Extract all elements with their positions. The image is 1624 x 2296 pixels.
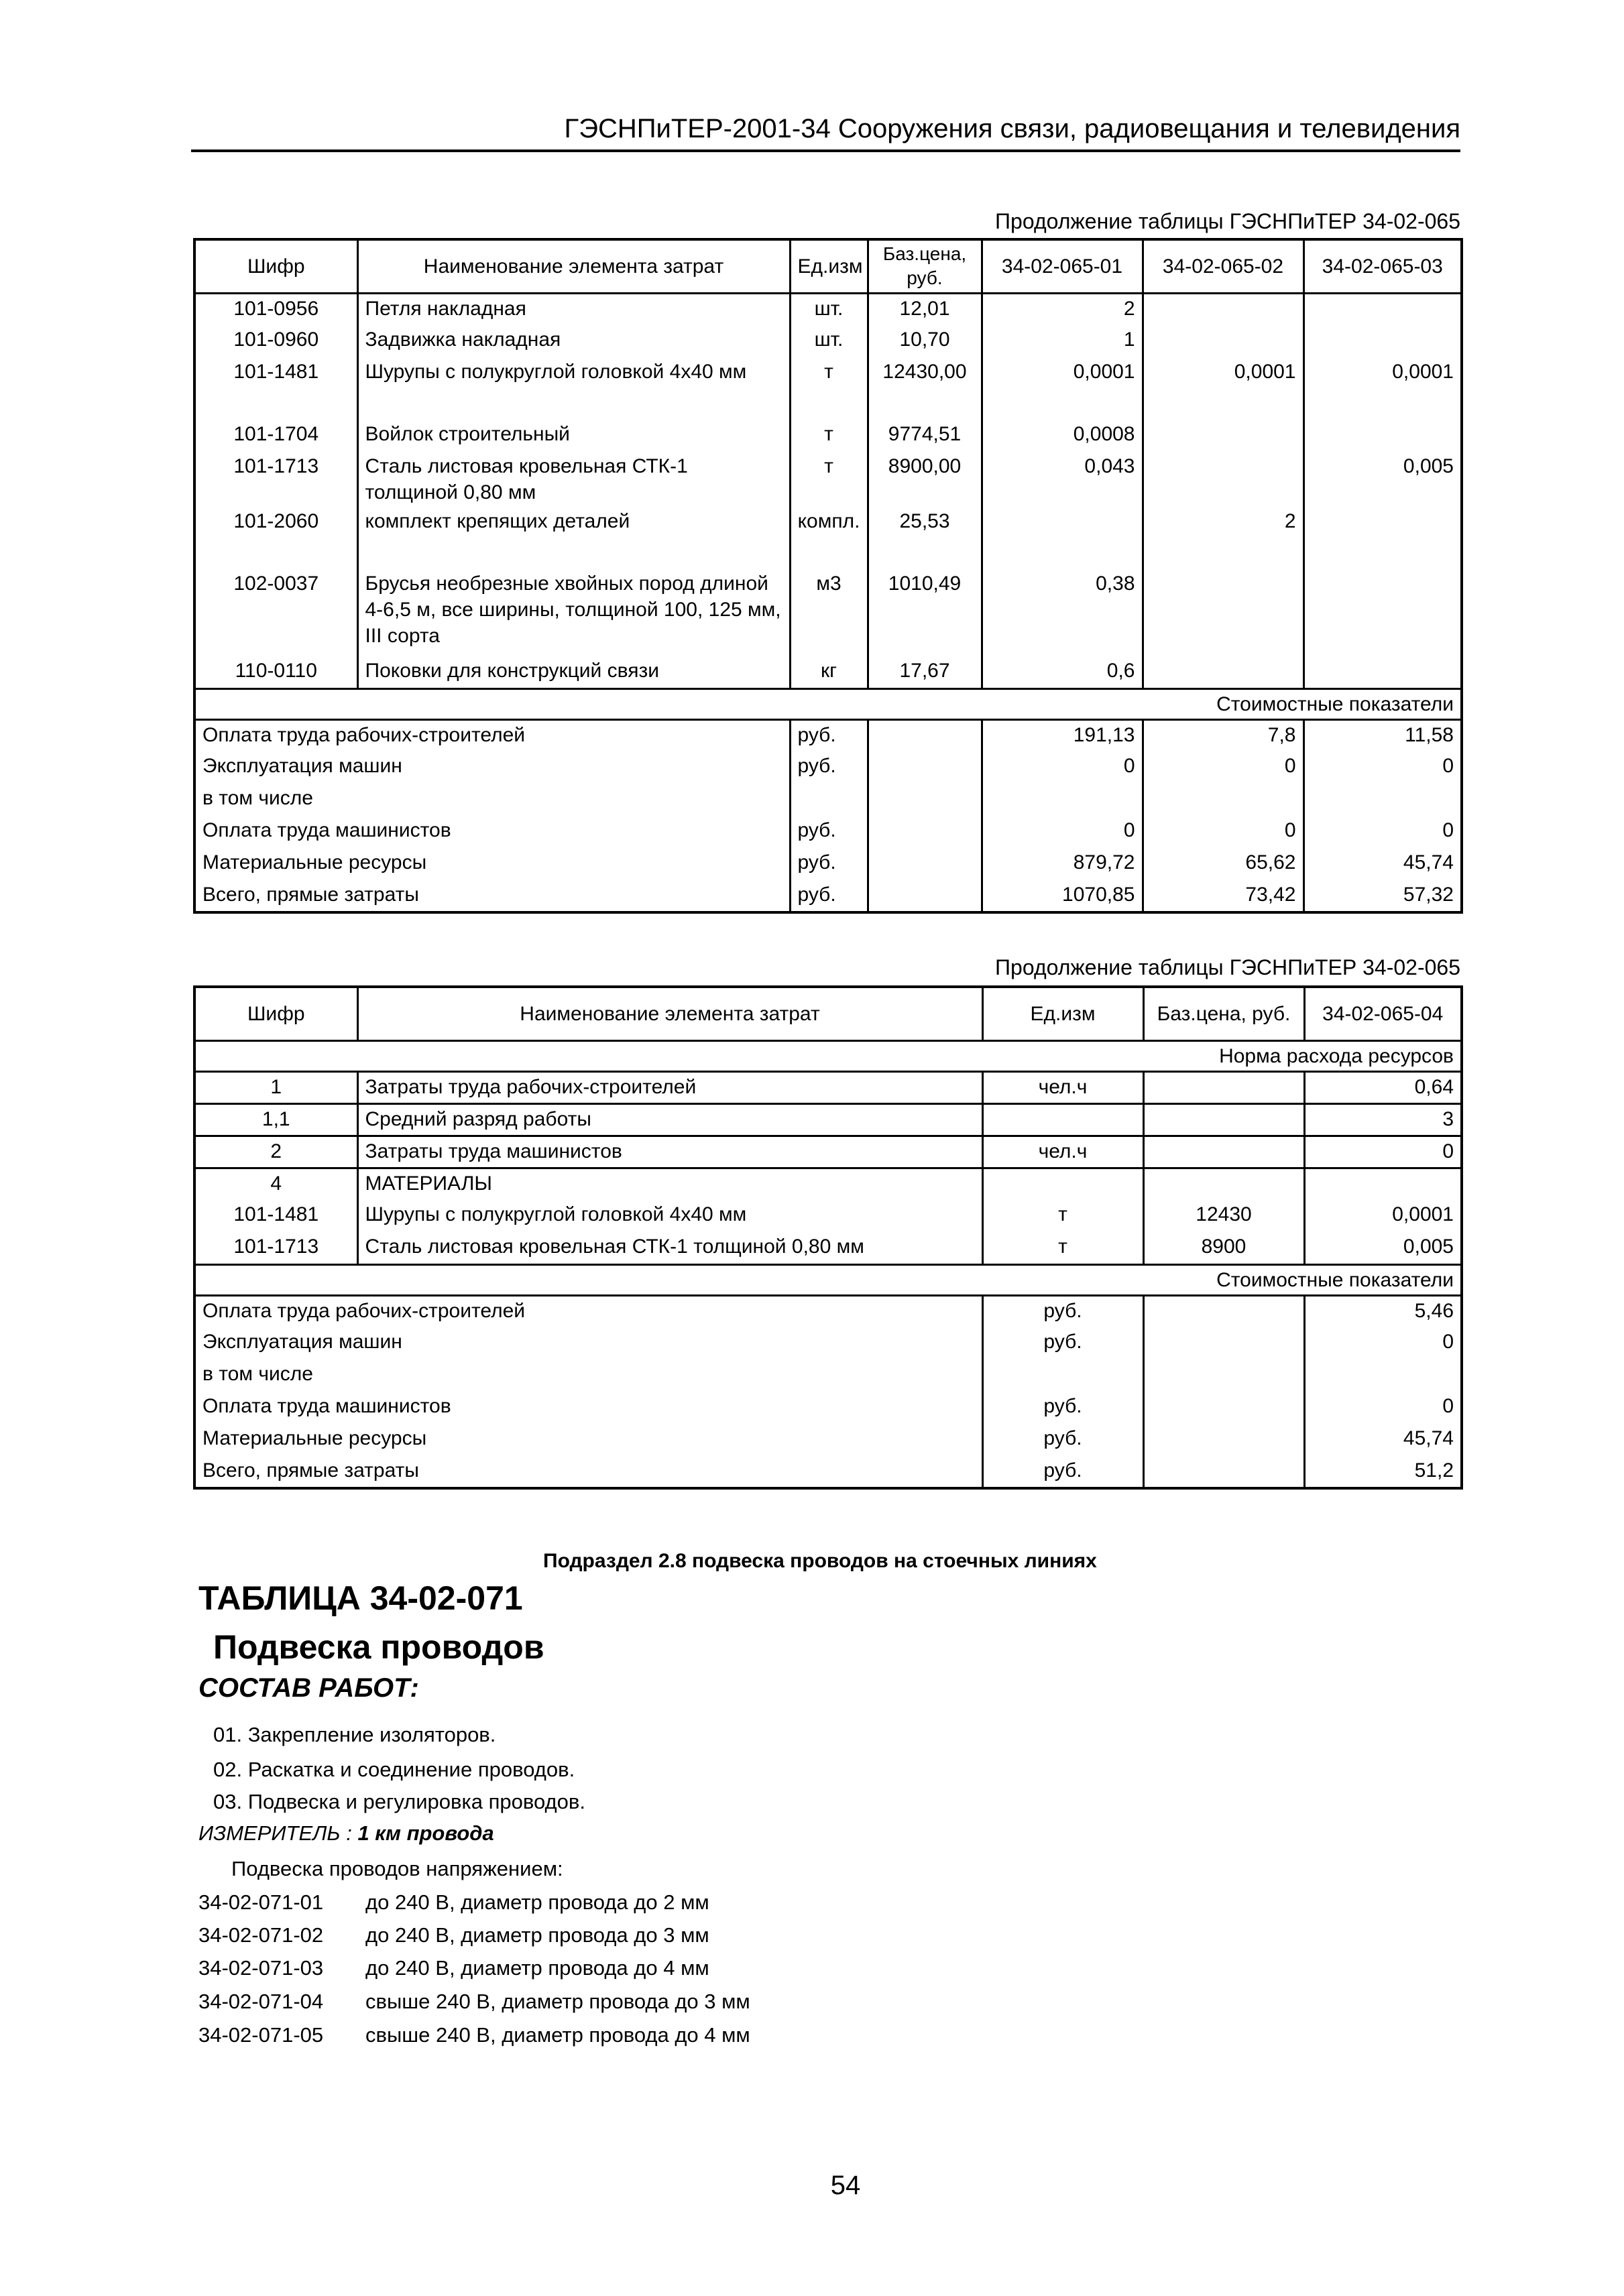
- cell-price: 8900,00: [868, 452, 982, 507]
- table-row: [194, 569, 1462, 656]
- cell-price: 8900: [1143, 1232, 1304, 1264]
- cell-unit: чел.ч: [982, 1071, 1143, 1103]
- work-step: 02. Раскатка и соединение проводов.: [213, 1758, 575, 1781]
- cell-value-1: 0,0001: [1304, 1200, 1462, 1232]
- cost-value-1: 45,74: [1304, 1424, 1462, 1456]
- cell-price: 9774,51: [868, 420, 982, 452]
- cost-name: Эксплуатация машин: [202, 755, 402, 778]
- header-col3: 34-02-065-03: [1303, 239, 1462, 293]
- cost-unit: руб.: [982, 1295, 1143, 1327]
- cost-name: Всего, прямые затраты: [202, 884, 419, 906]
- header-code: Шифр: [194, 987, 357, 1040]
- cost-value-3: 45,74: [1303, 848, 1462, 880]
- cost-row: [194, 1327, 1462, 1360]
- cell-name: Петля накладная: [357, 293, 790, 325]
- cost-name: Материальные ресурсы: [202, 851, 427, 874]
- cost-unit: руб.: [982, 1424, 1143, 1456]
- cost-value-1: 0: [1304, 1392, 1462, 1424]
- cell-unit: шт.: [790, 293, 868, 325]
- meter-value: 1 км провода: [357, 1821, 494, 1845]
- norm-label: Норма расхода ресурсов: [194, 1040, 1462, 1071]
- cost-value-2: 73,42: [1143, 880, 1303, 912]
- cost-value-2: [1143, 784, 1303, 816]
- cost-row: [194, 751, 1462, 784]
- cost-value-2: 7,8: [1143, 719, 1303, 751]
- cell-name: Сталь листовая кровельная СТК-1 толщиной 0,80 мм: [357, 452, 790, 507]
- cell-code: 102-0037: [233, 572, 319, 595]
- cell-code: 101-1481: [233, 1203, 319, 1225]
- resource-table-065-04: [193, 985, 1463, 1490]
- cell-unit: шт.: [790, 325, 868, 357]
- cost-row: [194, 1392, 1462, 1424]
- table-header-row: [194, 987, 1462, 1040]
- table-row: [194, 1168, 1462, 1200]
- cost-name: Оплата труда рабочих-строителей: [202, 723, 526, 746]
- cost-price: [868, 784, 982, 816]
- cell-code: 1: [270, 1075, 282, 1098]
- cost-unit: руб.: [982, 1392, 1143, 1424]
- cell-name: комплект крепящих деталей: [357, 507, 790, 569]
- cost-value-1: 0: [982, 751, 1143, 784]
- cost-price: [868, 719, 982, 751]
- cost-value-1: [1304, 1360, 1462, 1392]
- table-row: [194, 1200, 1462, 1232]
- work-step: 01. Закрепление изоляторов.: [213, 1723, 496, 1746]
- cost-price: [868, 880, 982, 912]
- header-price: Баз.цена, руб.: [868, 239, 982, 293]
- cost-row: [194, 784, 1462, 816]
- cell-value-3: 0,005: [1303, 452, 1462, 507]
- cost-indicators-label: Стоимостные показатели: [194, 688, 1462, 719]
- cost-unit: [790, 784, 868, 816]
- cost-name: в том числе: [202, 1363, 313, 1385]
- cost-price: [1143, 1392, 1304, 1424]
- cell-value-1: 0,6: [982, 656, 1143, 688]
- cell-unit: [982, 1168, 1143, 1200]
- cell-unit: т: [790, 357, 868, 420]
- cell-name: Брусья необрезные хвойных пород длиной 4-6,5 м, все ширины, толщиной 100, 125 мм, III сорта: [357, 569, 790, 656]
- header-col1: 34-02-065-01: [982, 239, 1143, 293]
- cell-code: 101-0960: [233, 328, 319, 351]
- cell-value-2: [1143, 325, 1303, 357]
- cell-value-1: 0,38: [982, 569, 1143, 656]
- cell-unit: т: [790, 420, 868, 452]
- cell-code: 2: [194, 1136, 357, 1168]
- item-code: 34-02-071-02: [198, 1923, 324, 1947]
- cell-price: [1143, 1071, 1304, 1103]
- page-number: 54: [830, 2171, 861, 2200]
- cell-value-1: 0,005: [1304, 1232, 1462, 1264]
- cost-price: [1143, 1456, 1304, 1488]
- cell-value-1: 0,64: [1304, 1071, 1462, 1103]
- cost-price: [868, 751, 982, 784]
- table-row: [194, 656, 1462, 688]
- cost-name: в том числе: [202, 787, 313, 810]
- cell-unit: т: [790, 452, 868, 507]
- cell-code: 4: [194, 1168, 357, 1200]
- cell-value-2: 2: [1143, 507, 1303, 569]
- cost-row: [194, 1456, 1462, 1488]
- cell-name: Сталь листовая кровельная СТК-1 толщиной 0,80 мм: [357, 1232, 982, 1264]
- cost-value-2: 65,62: [1143, 848, 1303, 880]
- cell-unit: т: [982, 1232, 1143, 1264]
- cost-value-3: 0: [1303, 751, 1462, 784]
- cell-code: 101-1481: [233, 361, 319, 383]
- cost-value-1: 1070,85: [982, 880, 1143, 912]
- cost-value-2: 0: [1143, 751, 1303, 784]
- cell-name: Шурупы с полукруглой головкой 4х40 мм: [357, 357, 790, 420]
- cost-value-3: [1303, 784, 1462, 816]
- cell-name: Войлок строительный: [357, 420, 790, 452]
- cost-unit: руб.: [790, 848, 868, 880]
- cell-code: 1,1: [194, 1103, 357, 1136]
- item-description: до 240 В, диаметр провода до 3 мм: [365, 1923, 709, 1947]
- cell-value-1: 0,0001: [982, 357, 1143, 420]
- cost-value-1: 0: [1304, 1327, 1462, 1360]
- cost-row: [194, 1360, 1462, 1392]
- cell-value-1: 0,0008: [982, 420, 1143, 452]
- cell-code: 101-1713: [233, 455, 319, 478]
- cost-name: Оплата труда машинистов: [202, 1395, 451, 1417]
- cell-price: 12430: [1143, 1200, 1304, 1232]
- work-step: 03. Подвеска и регулировка проводов.: [213, 1790, 585, 1813]
- table-row: [194, 325, 1462, 357]
- cell-value-1: 2: [982, 293, 1143, 325]
- cell-name: Затраты труда рабочих-строителей: [357, 1071, 982, 1103]
- cost-row: [194, 848, 1462, 880]
- cost-name: Эксплуатация машин: [202, 1331, 402, 1353]
- table-row: [194, 507, 1462, 569]
- item-description: свыше 240 В, диаметр провода до 4 мм: [365, 2023, 750, 2047]
- table-row: [194, 1232, 1462, 1264]
- cost-row: [194, 816, 1462, 848]
- work-title: Подвеска проводов: [213, 1628, 544, 1666]
- cell-unit: [982, 1103, 1143, 1136]
- table-title: ТАБЛИЦА 34-02-071: [198, 1579, 523, 1617]
- cost-row: [194, 1295, 1462, 1327]
- subsection-title: Подраздел 2.8 подвеска проводов на стоечных линиях: [543, 1550, 1097, 1572]
- cost-unit: руб.: [790, 719, 868, 751]
- cell-value-3: [1303, 656, 1462, 688]
- item-code: 34-02-071-05: [198, 2023, 324, 2047]
- cell-price: [1143, 1136, 1304, 1168]
- cell-unit: т: [982, 1200, 1143, 1232]
- item-code: 34-02-071-04: [198, 1990, 324, 2013]
- cell-price: 1010,49: [868, 569, 982, 656]
- cell-name: Затраты труда машинистов: [357, 1136, 982, 1168]
- cell-value-3: [1303, 569, 1462, 656]
- cell-value-1: 1: [982, 325, 1143, 357]
- item-code: 34-02-071-01: [198, 1890, 324, 1914]
- header-price: Баз.цена, руб.: [1143, 987, 1304, 1040]
- cell-price: 10,70: [868, 325, 982, 357]
- cost-unit: [982, 1360, 1143, 1392]
- item-description: до 240 В, диаметр провода до 4 мм: [365, 1956, 709, 1980]
- cost-indicators-label: Стоимостные показатели: [194, 1264, 1462, 1295]
- table2-caption: Продолжение таблицы ГЭСНПиТЕР 34-02-065: [995, 955, 1460, 979]
- cost-row: [194, 1424, 1462, 1456]
- cell-unit: чел.ч: [982, 1136, 1143, 1168]
- cost-unit: руб.: [790, 880, 868, 912]
- cell-code: 110-0110: [235, 660, 317, 682]
- item-description: свыше 240 В, диаметр провода до 3 мм: [365, 1990, 750, 2013]
- table-row: [194, 452, 1462, 507]
- table-row: [194, 1103, 1462, 1136]
- table1-caption: Продолжение таблицы ГЭСНПиТЕР 34-02-065: [995, 209, 1460, 233]
- table-row: [194, 357, 1462, 420]
- cost-unit: руб.: [790, 816, 868, 848]
- meter-label: ИЗМЕРИТЕЛЬ :: [198, 1821, 352, 1845]
- cost-value-3: 57,32: [1303, 880, 1462, 912]
- table-row: [194, 293, 1462, 325]
- cell-code: 101-1704: [233, 423, 319, 446]
- cell-price: 17,67: [868, 656, 982, 688]
- table-row: [194, 420, 1462, 452]
- cell-code: 101-2060: [233, 510, 319, 533]
- cost-price: [868, 848, 982, 880]
- cell-name: МАТЕРИАЛЫ: [357, 1168, 982, 1200]
- cost-unit: руб.: [982, 1327, 1143, 1360]
- resource-table-065-01-03: [193, 238, 1463, 914]
- intro-text: Подвеска проводов напряжением:: [231, 1857, 563, 1880]
- header-col2: 34-02-065-02: [1143, 239, 1303, 293]
- cost-unit: руб.: [790, 751, 868, 784]
- header-name: Наименование элемента затрат: [357, 239, 790, 293]
- table-row: [194, 1071, 1462, 1103]
- cost-label-row: [194, 688, 1462, 719]
- header-col1: 34-02-065-04: [1304, 987, 1462, 1040]
- cell-value-2: [1143, 656, 1303, 688]
- cell-name: Шурупы с полукруглой головкой 4х40 мм: [357, 1200, 982, 1232]
- cell-code: 101-1713: [233, 1235, 319, 1258]
- cell-value-2: [1143, 569, 1303, 656]
- cell-value-2: [1143, 452, 1303, 507]
- cost-value-3: 0: [1303, 816, 1462, 848]
- cost-price: [1143, 1424, 1304, 1456]
- header-name: Наименование элемента затрат: [357, 987, 982, 1040]
- header-unit: Ед.изм: [790, 239, 868, 293]
- cost-name: Материальные ресурсы: [202, 1427, 427, 1449]
- cell-price: 12430,00: [868, 357, 982, 420]
- cell-unit: м3: [790, 569, 868, 656]
- item-description: до 240 В, диаметр провода до 2 мм: [365, 1890, 709, 1914]
- cost-value-3: 11,58: [1303, 719, 1462, 751]
- cell-name: Поковки для конструкций связи: [357, 656, 790, 688]
- cell-value-2: [1143, 420, 1303, 452]
- cost-value-1: 191,13: [982, 719, 1143, 751]
- cost-row: [194, 719, 1462, 751]
- cell-value-2: [1143, 293, 1303, 325]
- cost-name: Оплата труда машинистов: [202, 819, 451, 842]
- cell-price: 25,53: [868, 507, 982, 569]
- cost-price: [1143, 1327, 1304, 1360]
- cell-value-3: [1303, 507, 1462, 569]
- cost-value-1: 5,46: [1304, 1295, 1462, 1327]
- cell-value-3: [1303, 420, 1462, 452]
- cell-price: 12,01: [868, 293, 982, 325]
- cell-value-1: 0,043: [982, 452, 1143, 507]
- cost-label-row: [194, 1264, 1462, 1295]
- cost-name: Всего, прямые затраты: [202, 1459, 419, 1482]
- cell-name: Средний разряд работы: [357, 1103, 982, 1136]
- cost-name: Оплата труда рабочих-строителей: [202, 1299, 526, 1322]
- cell-price: [1143, 1103, 1304, 1136]
- cell-unit: кг: [790, 656, 868, 688]
- cell-value-1: 3: [1304, 1103, 1462, 1136]
- table-row: [194, 1136, 1462, 1168]
- cell-code: 101-0956: [233, 297, 319, 320]
- item-code: 34-02-071-03: [198, 1956, 324, 1980]
- cost-value-1: 879,72: [982, 848, 1143, 880]
- cell-value-3: 0,0001: [1303, 357, 1462, 420]
- composition-title: СОСТАВ РАБОТ:: [198, 1673, 419, 1703]
- cost-unit: руб.: [982, 1456, 1143, 1488]
- cell-unit: компл.: [790, 507, 868, 569]
- header-unit: Ед.изм: [982, 987, 1143, 1040]
- norm-label-row: [194, 1040, 1462, 1071]
- cell-value-1: [982, 507, 1143, 569]
- cost-price: [868, 816, 982, 848]
- cost-value-1: [982, 784, 1143, 816]
- cost-value-1: 0: [982, 816, 1143, 848]
- cell-name: Задвижка накладная: [357, 325, 790, 357]
- cell-value-1: [1304, 1168, 1462, 1200]
- cell-value-3: [1303, 293, 1462, 325]
- cell-price: [1143, 1168, 1304, 1200]
- cost-price: [1143, 1295, 1304, 1327]
- cell-value-3: [1303, 325, 1462, 357]
- running-header: ГЭСНПиТЕР-2001-34 Сооружения связи, радиовещания и телевидения: [191, 114, 1460, 152]
- cost-value-2: 0: [1143, 816, 1303, 848]
- table-header-row: [194, 239, 1462, 293]
- meter-line: [198, 1821, 494, 1846]
- cell-value-1: 0: [1304, 1136, 1462, 1168]
- cell-value-2: 0,0001: [1143, 357, 1303, 420]
- cost-price: [1143, 1360, 1304, 1392]
- cost-value-1: 51,2: [1304, 1456, 1462, 1488]
- header-code: Шифр: [194, 239, 357, 293]
- cost-row: [194, 880, 1462, 912]
